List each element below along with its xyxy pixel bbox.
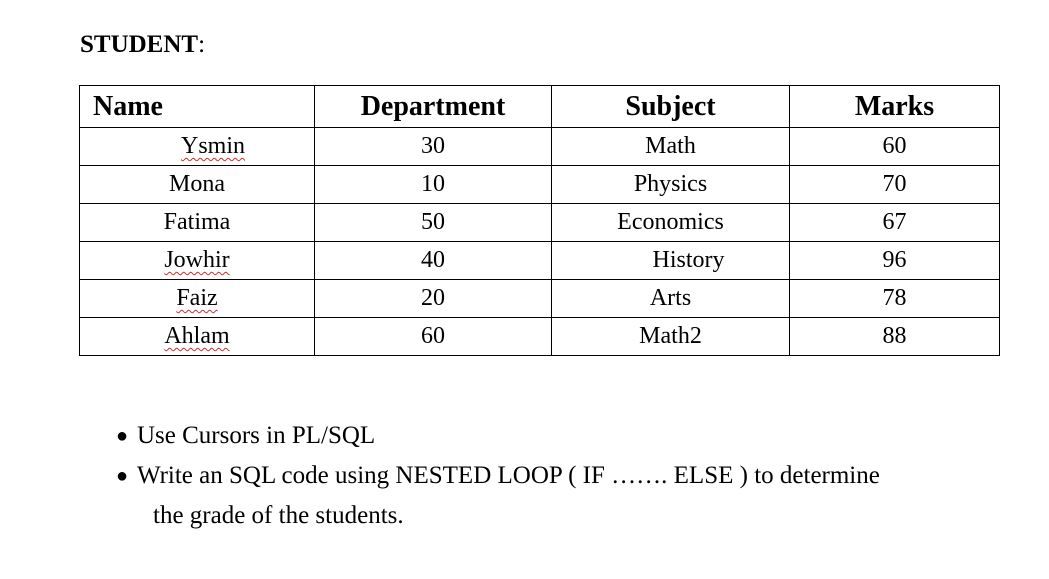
department-cell: 60: [315, 318, 552, 356]
subject-cell: Math: [552, 128, 790, 166]
department-cell: 20: [315, 280, 552, 318]
table-row: [80, 204, 1000, 242]
name-text: Ahlam: [164, 323, 230, 349]
instruction-text: Write an SQL code using NESTED LOOP ( IF ……. ELSE ) to determine: [137, 462, 880, 489]
marks-cell: 60: [790, 128, 1000, 166]
subject-cell: Arts: [552, 280, 790, 318]
subject-text: History: [652, 247, 725, 273]
subject-cell: Physics: [552, 166, 790, 204]
name-cell: Fatima: [80, 204, 315, 242]
subject-cell: Economics: [552, 204, 790, 242]
bullet-icon: ●: [116, 425, 129, 447]
table-row: [80, 318, 1000, 356]
student-table: [79, 85, 1000, 356]
title-colon: :: [198, 31, 206, 58]
marks-cell: 70: [790, 166, 1000, 204]
column-header-marks: Marks: [790, 86, 1000, 128]
name-text: Ysmin: [180, 133, 245, 159]
name-text: Jowhir: [164, 247, 230, 273]
column-header-department: Department: [315, 86, 552, 128]
marks-cell: 96: [790, 242, 1000, 280]
name-cell: Mona: [80, 166, 315, 204]
department-cell: 10: [315, 166, 552, 204]
table-row: [80, 280, 1000, 318]
instruction-list: [116, 416, 1016, 536]
subject-cell: [552, 242, 790, 280]
marks-cell: 67: [790, 204, 1000, 242]
list-item: [116, 456, 1016, 536]
name-cell: [80, 242, 315, 280]
instruction-text: Use Cursors in PL/SQL: [137, 422, 376, 449]
table-header-row: [80, 86, 1000, 128]
table-row: [80, 128, 1000, 166]
bullet-icon: ●: [116, 465, 129, 487]
list-item: [116, 416, 1016, 456]
instruction-text-continued: the grade of the students.: [153, 502, 404, 529]
name-cell: [80, 280, 315, 318]
table-row: [80, 166, 1000, 204]
column-header-subject: Subject: [552, 86, 790, 128]
page-title: [80, 30, 205, 60]
title-label: STUDENT: [80, 31, 199, 58]
name-cell: [80, 128, 315, 166]
table-row: [80, 242, 1000, 280]
column-header-name: Name: [80, 86, 315, 128]
department-cell: 40: [315, 242, 552, 280]
marks-cell: 88: [790, 318, 1000, 356]
department-cell: 50: [315, 204, 552, 242]
marks-cell: 78: [790, 280, 1000, 318]
department-cell: 30: [315, 128, 552, 166]
name-text: Faiz: [176, 285, 218, 311]
name-cell: [80, 318, 315, 356]
subject-cell: Math2: [552, 318, 790, 356]
